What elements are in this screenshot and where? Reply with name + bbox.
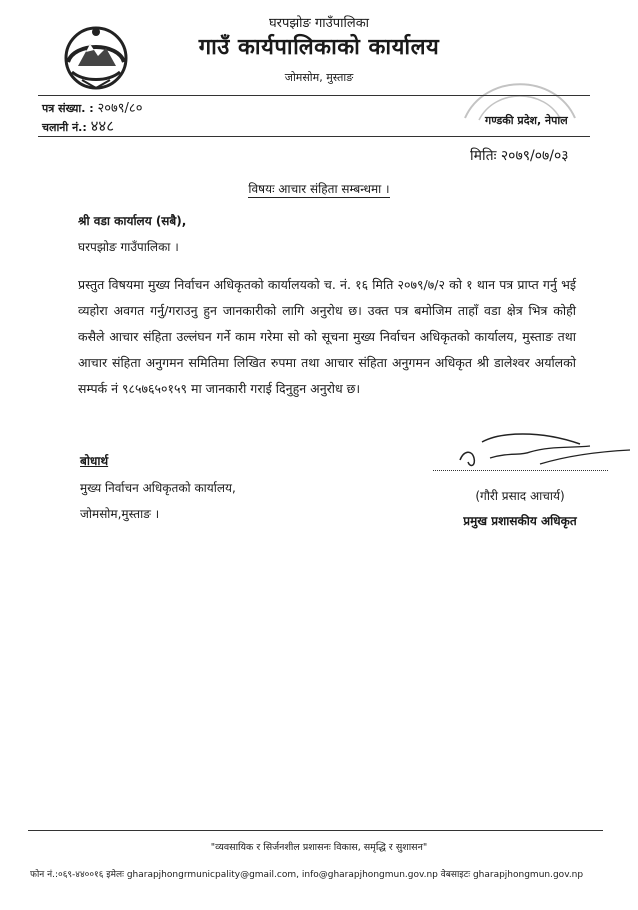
footer-divider <box>28 830 603 831</box>
letter-date: मितिः २०७९/०७/०३ <box>470 148 569 164</box>
cc-line-2: जोमसोम,मुस्ताङ । <box>80 507 160 521</box>
addressee-line-1: श्री वडा कार्यालय (सबै), <box>78 214 187 228</box>
signatory-title: प्रमुख प्रशासकीय अधिकृत <box>463 514 577 528</box>
cc-line-1: मुख्य निर्वाचन अधिकृतको कार्यालय, <box>80 481 236 495</box>
signature-dotted-line <box>433 470 608 471</box>
office-location: जोमसोम, मुस्ताङ <box>284 71 354 84</box>
office-title: गाउँ कार्यपालिकाको कार्यालय <box>198 35 440 60</box>
dispatch-number: चलानी नं.: ४४८ <box>42 117 115 135</box>
letter-number: पत्र संख्या. : २०७९/८० <box>42 101 143 116</box>
footer-motto: "व्यवसायिक र सिर्जनशील प्रशासनः विकास, समृद्धि र सुशासन" <box>210 842 428 853</box>
signatory-name: (गौरी प्रसाद आचार्य) <box>475 489 565 503</box>
handwritten-signature-icon <box>430 422 638 484</box>
addressee-line-2: घरपझोङ गाउँपालिका । <box>78 240 179 254</box>
municipality-name: घरपझोङ गाउँपालिका <box>268 16 370 31</box>
header-divider-bottom <box>38 136 590 137</box>
letter-subject: विषयः आचार संहिता सम्बन्धमा । <box>248 182 390 196</box>
letter-body: प्रस्तुत विषयमा मुख्य निर्वाचन अधिकृतको कार्यालयको च. नं. १६ मिति २०७९/७/२ को १ थान पत्र प्राप्त गर्नु भई व्यहोरा अवगत गर्नु/गराउनु हुन जानकारीको लागि अनुरोध छ। उक्त पत्र बमोजिम ताहाँ वडा क्षेत्र भित्र कोही कसैले आचार संहिता उल्लंघन गर्ने काम गरेमा सो को सूचना मुख्य निर्वाचन अधिकृतको कार्यालय, मुस्ताङ तथा आचार संहिता अनुगमन समितिमा लिखित रुपमा तथा आचार संहिता अनुगमन अधिकृत श्री डालेश्वर अर्यालको सम्पर्क नं ९८५७६५०१५९ मा जानकारी गराई दिनुहुन अनुरोध छ। <box>78 277 576 396</box>
cc-heading: बोधार्थ <box>80 454 109 468</box>
header-divider-top <box>38 95 590 96</box>
footer-contact: फोन नं.:०६९-४४००१६ इमेलः gharapjhongrmunicpality@gmail.com, info@gharapjhongmun.gov.np वेबसाइटः gharapjhongmun.gov.np <box>30 870 584 880</box>
province-label: गण्डकी प्रदेश, नेपाल <box>485 114 568 127</box>
